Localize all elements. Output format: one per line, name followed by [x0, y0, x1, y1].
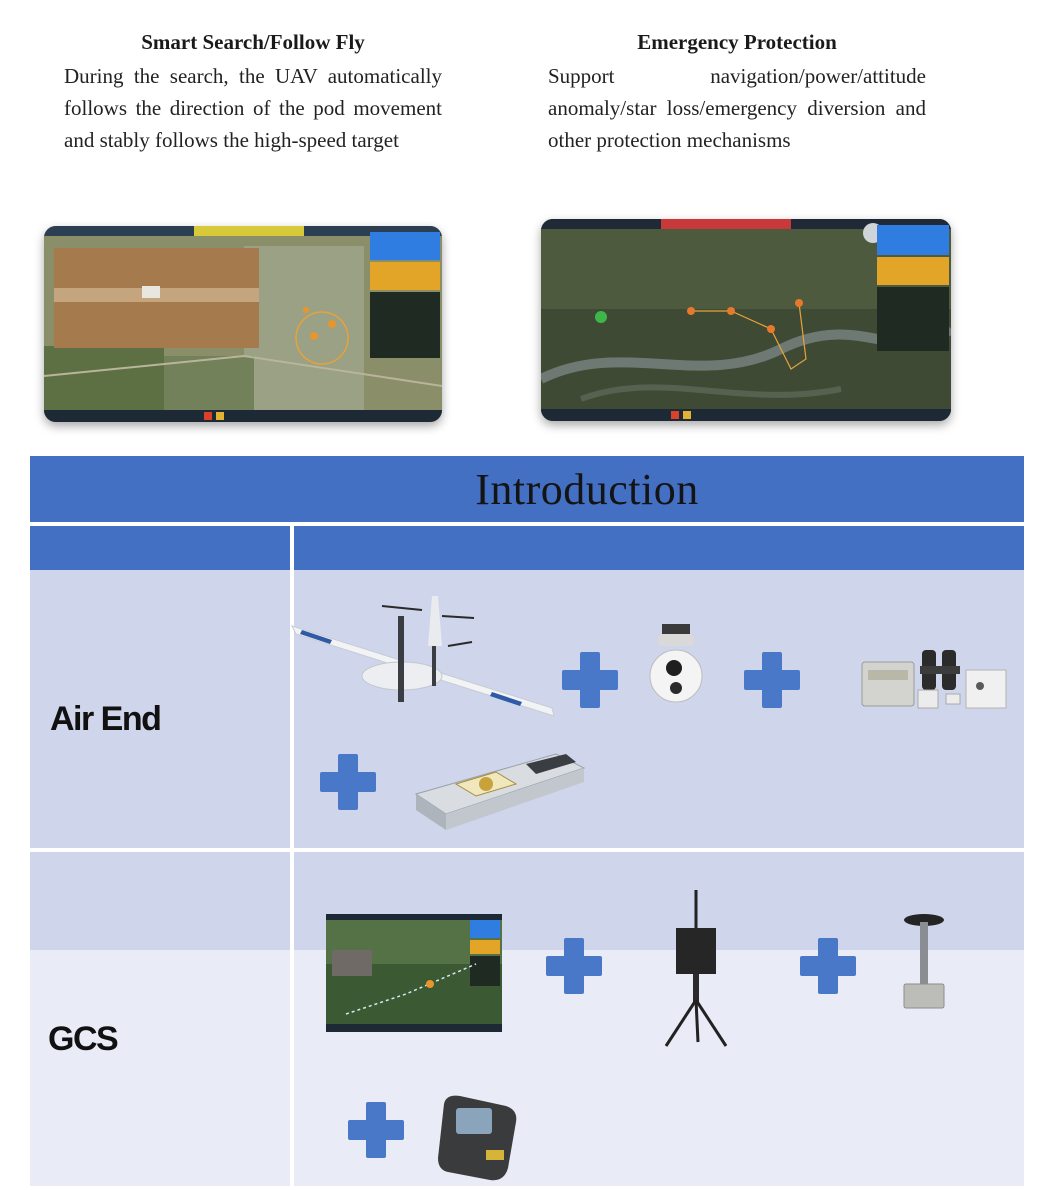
vtol-uav-image	[292, 596, 560, 726]
plus-icon	[744, 652, 800, 708]
gnss-antenna-image	[900, 914, 948, 1010]
header-content-cell	[294, 526, 1024, 570]
introduction-title: Introduction	[475, 464, 699, 514]
gcs-row-bottom	[30, 950, 1024, 1186]
row-divider	[290, 852, 294, 1186]
plus-icon	[320, 754, 376, 810]
flight-controller-image	[416, 754, 586, 830]
feature-description: Support navigation/power/attitude anomaly/star loss/emergency diversion and other protection mechanisms	[548, 64, 926, 152]
air-end-label: Air End	[50, 700, 161, 738]
gimbal-camera-image	[648, 624, 704, 712]
header-label-cell	[30, 526, 290, 570]
emergency-protection-screenshot	[541, 219, 951, 421]
feature-title: Smart Search/Follow Fly	[141, 30, 365, 54]
plus-icon	[800, 938, 856, 994]
handheld-controller-image	[436, 1094, 522, 1182]
feature-smart-search	[64, 28, 442, 156]
plus-icon	[348, 1102, 404, 1158]
plus-icon	[546, 938, 602, 994]
datalink-modules-image	[862, 642, 1010, 712]
feature-description: During the search, the UAV automatically follows the direction of the pod movement and stably follows the high-speed target	[64, 64, 442, 152]
gcs-label: GCS	[48, 1020, 118, 1058]
feature-title: Emergency Protection	[637, 30, 837, 54]
gcs-software-image	[326, 914, 502, 1032]
introduction-table	[30, 456, 1024, 1186]
follow-fly-screenshot	[44, 226, 442, 422]
gcs-row-top	[30, 852, 1024, 950]
introduction-header	[30, 456, 1024, 522]
tripod-antenna-image	[660, 890, 732, 1046]
feature-emergency-protection	[548, 28, 926, 156]
plus-icon	[562, 652, 618, 708]
